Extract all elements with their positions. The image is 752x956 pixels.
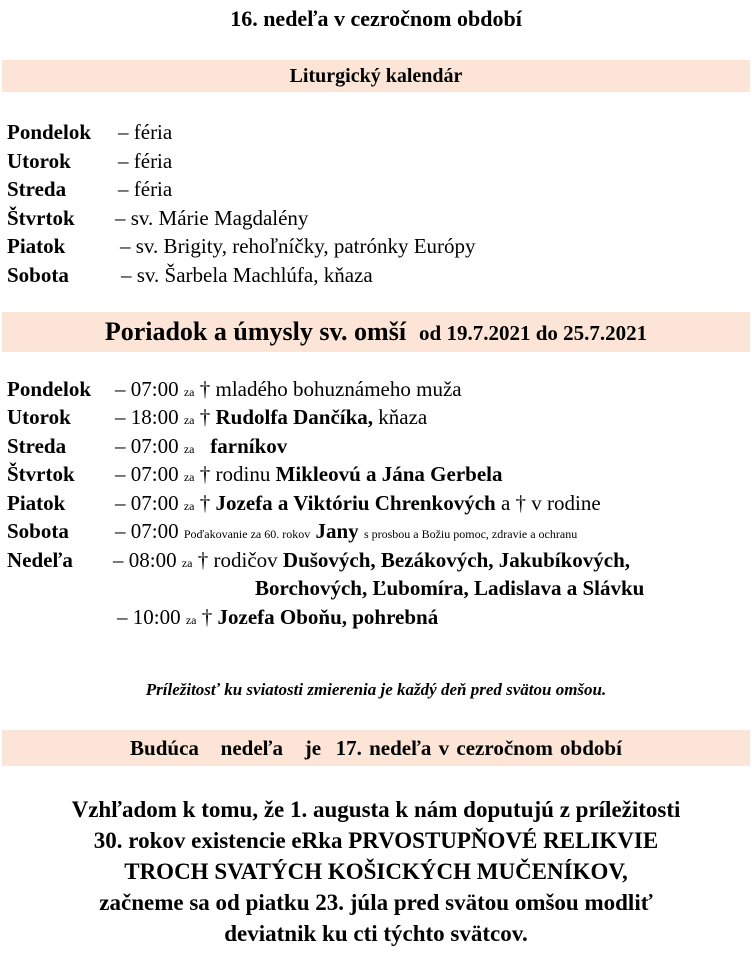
- mass-time: – 08:00: [113, 548, 177, 572]
- page-title: 16. nedeľa v cezročnom období: [230, 6, 522, 31]
- announcement: [0, 794, 752, 949]
- mass-time: – 07:00: [115, 491, 179, 515]
- announcement-line: 30. rokov existencie eRka PRVOSTUPŇOVÉ RELIKVIE: [93, 828, 659, 853]
- mass-time: – 18:00: [115, 405, 179, 429]
- mass-header-band: [2, 312, 750, 352]
- mass-za: za: [183, 499, 195, 513]
- mass-intention-prefix: † rodičov: [197, 548, 283, 572]
- mass-intention-name: Jany: [315, 519, 359, 543]
- mass-header: [2, 312, 750, 353]
- mass-day: Utorok: [7, 405, 71, 429]
- mass-intention-continuation: Borchových, Ľubomíra, Ladislava a Slávku: [255, 576, 645, 600]
- mass-day: Pondelok: [7, 377, 92, 401]
- mass-intention-prefix: † rodinu: [199, 462, 276, 486]
- calendar-feast: – féria: [118, 120, 173, 144]
- calendar-header-band: [2, 60, 750, 92]
- mass-day: Sobota: [7, 519, 69, 543]
- announcement-line: deviatnik ku cti týchto svätcov.: [224, 921, 528, 946]
- mass-za: za: [183, 442, 195, 456]
- mass-detail: [117, 603, 438, 634]
- mass-intention-suffix: a † v rodine: [495, 491, 601, 515]
- mass-intention-name: Mikleovú a Jána Gerbela: [275, 462, 503, 486]
- mass-intention-name: Dušových, Bezákových, Jakubíkových,: [282, 548, 631, 572]
- mass-detail: [115, 489, 601, 520]
- mass-detail: [113, 546, 630, 577]
- mass-header-dates: od 19.7.2021 do 25.7.2021: [419, 321, 648, 345]
- calendar-feast: – sv. Márie Magdalény: [115, 206, 309, 230]
- mass-header-title: Poriadok a úmysly sv. omší: [104, 317, 407, 346]
- mass-intention-name: Jozefa Oboňu, pohrebná: [217, 605, 439, 629]
- calendar-day: Piatok: [7, 234, 66, 258]
- calendar-day: Pondelok: [7, 120, 92, 144]
- mass-detail: [115, 432, 287, 463]
- mass-day: Štvrtok: [7, 462, 75, 486]
- mass-day: Piatok: [7, 491, 66, 515]
- next-sunday-text: Budúca nedeľa je 17. nedeľa v cezročnom období: [130, 736, 622, 760]
- mass-za: za: [183, 413, 195, 427]
- next-sunday-band: [2, 730, 750, 766]
- mass-intention: † mladého bohuznámeho muža: [199, 377, 462, 401]
- calendar-feast: – sv. Brigity, rehoľníčky, patrónky Európy: [120, 234, 476, 258]
- confession-note: Príležitosť ku sviatosti zmierenia je každý deň pred svätou omšou.: [145, 680, 607, 699]
- mass-intention-name: Rudolfa Dančíka,: [215, 405, 374, 429]
- mass-intention-prefix: †: [199, 405, 216, 429]
- calendar-day: Štvrtok: [7, 206, 75, 230]
- announcement-line: Vzhľadom k tomu, že 1. augusta k nám doputujú z príležitosti: [71, 797, 681, 822]
- mass-za: za: [183, 470, 195, 484]
- mass-intention-suffix: kňaza: [373, 405, 428, 429]
- calendar-day: Utorok: [7, 149, 71, 173]
- mass-za: za: [185, 613, 197, 627]
- calendar-feast: – féria: [118, 149, 173, 173]
- mass-intention-name: farníkov: [210, 434, 288, 458]
- mass-day: Streda: [7, 434, 67, 458]
- calendar-feast: – féria: [118, 177, 173, 201]
- calendar-day: Streda: [7, 177, 67, 201]
- mass-time: – 07:00: [115, 377, 179, 401]
- mass-time: – 07:00: [115, 434, 179, 458]
- calendar-feast: – sv. Šarbela Machlúfa, kňaza: [121, 263, 373, 287]
- mass-detail: [115, 375, 462, 406]
- mass-intention-prefix: †: [201, 605, 218, 629]
- announcement-line: začneme sa od piatku 23. júla pred svätou omšou modliť: [99, 890, 653, 915]
- mass-detail: [115, 517, 577, 548]
- mass-time: – 07:00: [115, 519, 179, 543]
- calendar-day: Sobota: [7, 263, 69, 287]
- mass-intention-suffix: s prosbou a Božiu pomoc, zdravie a ochranu: [363, 527, 578, 541]
- mass-time: – 10:00: [117, 605, 181, 629]
- announcement-line: TROCH SVATÝCH KOŠICKÝCH MUČENÍKOV,: [124, 859, 628, 884]
- mass-detail: [115, 460, 503, 491]
- mass-intention-prefix: †: [199, 491, 216, 515]
- mass-detail: [115, 403, 427, 434]
- mass-intention-prefix: Poďakovanie za 60. rokov: [183, 527, 311, 541]
- mass-time: – 07:00: [115, 462, 179, 486]
- mass-za: za: [181, 556, 193, 570]
- mass-day: Nedeľa: [7, 548, 73, 572]
- calendar-header: Liturgický kalendár: [289, 65, 463, 87]
- mass-za: za: [183, 385, 195, 399]
- mass-intention-name: Jozefa a Viktóriu Chrenkových: [215, 491, 496, 515]
